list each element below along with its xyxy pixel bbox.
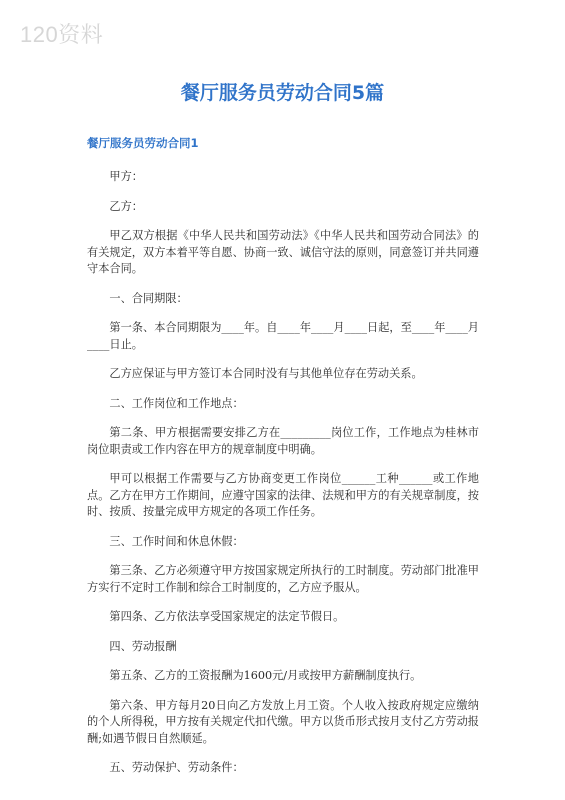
document-body — [87, 169, 479, 790]
paragraph-article-3: 第三条、乙方必须遵守甲方按国家规定所执行的工时制度。劳动部门批准甲方实行不定时工作制和综合工时制度的，乙方应予服从。 — [87, 564, 479, 594]
paragraph-article-4: 第四条、乙方依法享受国家规定的法定节假日。 — [109, 610, 345, 623]
paragraph-position-change: 甲可以根据工作需要与乙方协商变更工作岗位______工种______或工作地点。乙方在甲方工作期间，应遵守国家的法律、法规和甲方的有关规章制度，按时、按质、按量完成甲方规定的各项工作任务。 — [87, 472, 479, 518]
clause-heading-position: 二、工作岗位和工作地点： — [109, 396, 244, 410]
section-heading: 餐厅服务员劳动合同1 — [87, 136, 199, 150]
watermark-logo: 120资料 — [20, 22, 104, 47]
clause-heading-pay: 四、劳动报酬 — [109, 639, 177, 653]
clause-heading-hours: 三、工作时间和休息休假： — [109, 534, 244, 548]
paragraph-article-1: 第一条、本合同期限为____年。自____年____月____日起，至____年____月____日止。 — [87, 321, 479, 351]
document-title: 餐厅服务员劳动合同5篇 — [180, 82, 385, 104]
paragraph-article-2: 第二条、甲方根据需要安排乙方在_________岗位工作，工作地点为桂林市岗位职责或工作内容在甲方的规章制度中明确。 — [87, 426, 479, 456]
paragraph-preamble: 甲乙双方根据《中华人民共和国劳动法》《中华人民共和国劳动合同法》的有关规定，双方本着平等自愿、协商一致、诚信守法的原则，同意签订并共同遵守本合同。 — [87, 229, 479, 275]
paragraph-no-other-employment: 乙方应保证与甲方签订本合同时没有与其他单位存在劳动关系。 — [109, 367, 423, 380]
clause-heading-term: 一、合同期限： — [109, 291, 188, 305]
clause-heading-protection: 五、劳动保护、劳动条件： — [109, 761, 244, 774]
paragraph-article-6: 第六条、甲方每月20日向乙方发放上月工资。个人收入按政府规定应缴纳的个人所得税，甲方按有关规定代扣代缴。甲方以货币形式按月支付乙方劳动报酬;如遇节假日自然顺延。 — [87, 698, 479, 745]
paragraph-article-5: 第五条、乙方的工资报酬为1600元/月或按甲方薪酬制度执行。 — [109, 669, 422, 682]
paragraph-party-a: 甲方： — [109, 170, 143, 183]
paragraph-party-b: 乙方： — [109, 199, 143, 213]
